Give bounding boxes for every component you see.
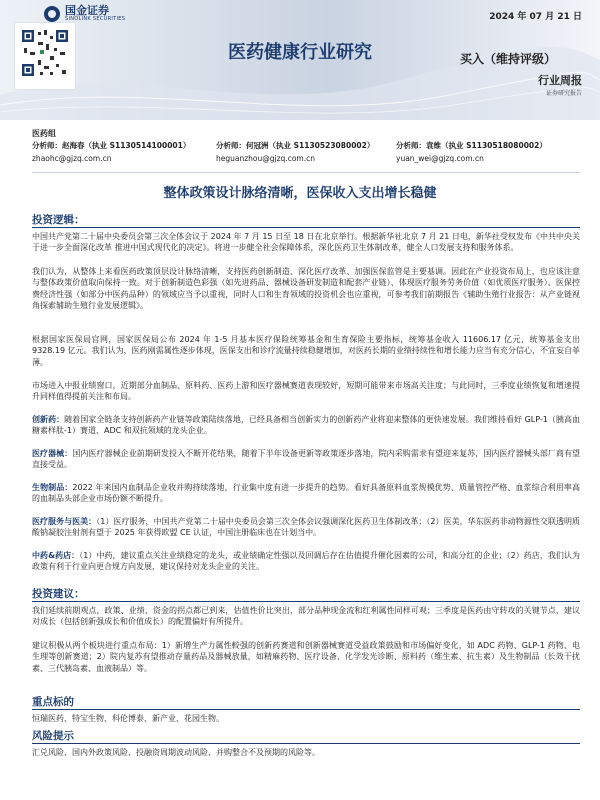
report-type-sub: 证券研究报告 — [545, 90, 582, 97]
report-title: 整体政策设计脉络清晰，医保收入支出增长稳健 — [163, 186, 437, 201]
report-date: 2024 年 07 月 21 日 — [489, 12, 582, 22]
paragraph: 建议积极从两个板块进行重点布局：1）新増生产力属性較强的创新药赛道和创新器械赛道受益政策鼓励和市场偏好变化，如 ADC 药物、GLP-1 药物、电生理等创新赛道；2）院内复苏有望推动存量药品及器械放量，如精麻药物、医疗设备、化学发光诊断、原料药（维生素、抗生素）及生物制品（长效干扰素、三代胰岛素、血液制品）等。 — [32, 641, 580, 673]
paragraph: 中国共产党第二十届中央委员会第三次全体会议于 2024 年 7 月 15 日至 18 日在北京举行。根据新华社北京 7 月 21 日电，新华社受权发布《中共中央关于进一步全面深化改革 推进中国式现代化的决定》。将进一步健全社会保障体系，深化医药卫生体制改革，健全人口发展支持和服务体系。 — [32, 232, 580, 253]
analyst-2-label: 分析师：何冠洲（执业 S1130523080002） — [216, 141, 375, 150]
paragraph: 根据国家医保局官网，国家医保局公布 2024 年 1-5 月基本医疗保险统筹基金和生育保险主要指标，统筹基金收入 11606.17 亿元，统筹基金支出 9328.19 亿元。我们认为，医药刚需属性逐步体现，医保支出和诊疗流量持续稳健增加，对医药长期的业绩持续性和增长能力应当有充分信心，不宜妄自菲薄。 — [32, 335, 580, 367]
paragraph-text: （1）医疗服务，中国共产党第二十届中央委员会第三次全体会议强调深化医药卫生体制改革；（2）医美，华东医药非动物源性交联透明质酸钠凝胶注射剂有望于 2025 年获得欧盟 CE 认证，中国注册临床也在计划当中。 — [32, 517, 580, 538]
paragraph-text: （1）中药，建议重点关注业绩稳定的龙头，或业绩确定性强以及回调后存在估值提升催化因素的公司，和高分红的企业；（2）药店，我们认为政策有利于行业向更合规方向发展，建议保持对龙头企业的关注。 — [32, 551, 580, 572]
industry-title: 医药健康行业研究 — [228, 42, 372, 63]
analyst-3-email[interactable]: yuan_wei@gjzq.com.cn — [396, 154, 484, 163]
paragraph — [32, 414, 580, 437]
section-rule — [32, 227, 580, 228]
paragraph — [32, 448, 580, 471]
section-heading-advice: 投资建议： — [32, 588, 85, 600]
divider — [32, 172, 580, 173]
team-name: 医药组 — [32, 129, 56, 138]
logo-icon — [44, 6, 60, 22]
report-header — [0, 0, 600, 120]
analyst-3-label: 分析师：袁维（执业 S1130518080002） — [396, 141, 547, 150]
paragraph-label: 生物制品： — [32, 483, 73, 492]
analyst-1 — [32, 140, 190, 163]
logo-name: 国金证券 — [65, 4, 109, 17]
analyst-3 — [396, 140, 547, 163]
paragraph: 汇兑风险、国内外政策风险、投融资周期波动风险、并购整合不及预期的风险等。 — [32, 748, 320, 757]
paragraph-label: 医疗服务与医美： — [32, 517, 97, 526]
paragraph: 我们认为，从整体上来看医药政策顶层设计脉络清晰，支持医药创新制造、深化医疗改革、加强医保监管是主要基调。因此在产业投资布局上，也应该注意与整体政策价值取向保持一致。对于创新制造色彩强（如先进药品、器械设备研发制造和配套产业链）、体现医疗服务劳务价值（如优质医疗服务）、医保控费经济性强（如部分中医药品种）的领域应当予以重视，同时人口和生育领域的投资机会也应重视，可参考我们前期报告《辅助生殖行业报告：从产业链视角探索辅助生殖行业发展逻辑》。 — [32, 267, 580, 310]
paragraph: 恒瑞医药、特宝生物、科伦博泰、新产业、花园生物。 — [32, 714, 224, 723]
paragraph-text: 国内医疗器械企业前期研发投入不断开花结果，随着下半年设备更新等政策逐步落地，院内采购需求有望迎来复苏，国内医疗器械头部厂商有望直接受益。 — [32, 449, 581, 470]
analyst-1-label: 分析师：赵海春（执业 S1130514100001） — [32, 141, 191, 150]
paragraph — [32, 482, 580, 505]
section-heading-risk: 风险提示 — [32, 730, 74, 742]
paragraph: 市场进入中报业绩窗口，近期部分血制品、原料药、医药上游和医疗器械赛道表现较好，短期可能带来市场高关注度；与此同时，三季度业绩恢复和增速提升同样值得提前关注和布局。 — [32, 381, 580, 402]
paragraph — [32, 516, 580, 539]
paragraph-text: 2022 年来国内血制品企业收并购持续落地，行业集中度有进一步提升的趋势。看好具备原料血浆规模优势、质量管控严格、血浆综合利用率高的血制品头部企业市场份额不断提升。 — [32, 483, 581, 504]
paragraph-label: 医疗器械： — [32, 449, 73, 458]
paragraph — [32, 550, 580, 573]
company-logo — [44, 5, 125, 22]
analyst-2 — [216, 140, 374, 163]
paragraph-label: 创新药： — [32, 415, 65, 424]
analyst-2-email[interactable]: heguanzhou@gjzq.com.cn — [216, 154, 315, 163]
logo-name-en: SINOLINK SECURITIES — [65, 16, 126, 22]
report-type: 行业周报 — [538, 74, 582, 87]
section-rule — [32, 601, 580, 602]
rating-label: 买入（维持评级） — [459, 52, 556, 66]
paragraph-label: 中药&药店： — [32, 551, 80, 560]
paragraph-text: 随着国家全链条支持创新药产业链等政策陆续落地，已经具备相当创新实力的创新药产业将迎来整体的更快速发展。我们维持看好 GLP-1（胰高血糖素样肽-1）赛道、ADC 和双抗领域的龙头企业。 — [32, 415, 580, 436]
section-heading-focus: 重点标的 — [32, 696, 74, 708]
section-rule — [32, 743, 580, 744]
paragraph: 我们延续前期观点，政策、业绩、资金的拐点都已到来，估值性价比突出，部分品种现金流和红利属性同样可观；三季度是医药由守转攻的关键节点，建议对成长（包括创新强成长和价值成长）的配置偏好有所提升。 — [32, 606, 580, 627]
section-rule — [32, 709, 580, 710]
section-heading-logic: 投资逻辑： — [32, 214, 85, 226]
analyst-1-email[interactable]: zhaohc@gjzq.com.cn — [32, 154, 112, 163]
